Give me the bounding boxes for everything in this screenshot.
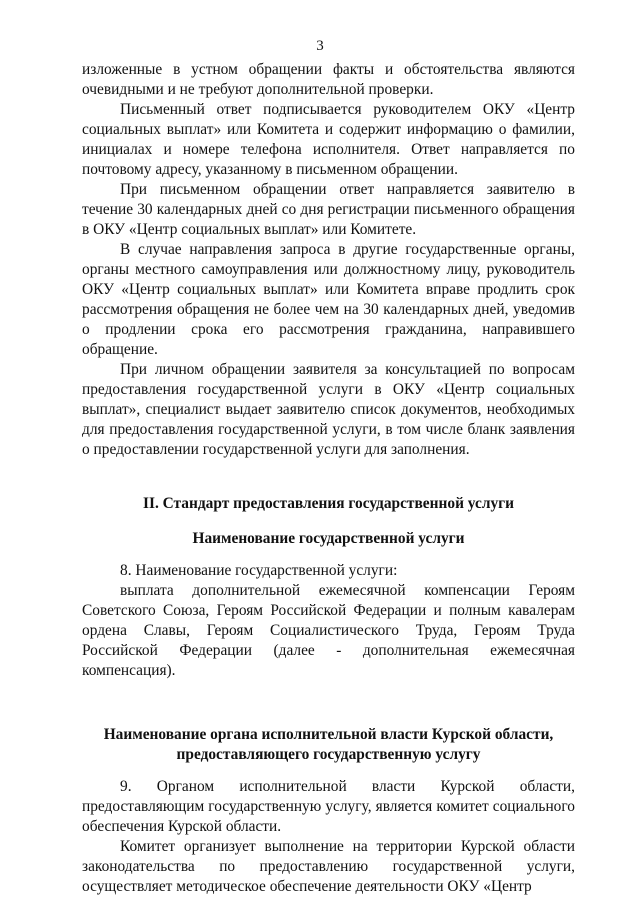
paragraph-request-extension: В случае направления запроса в другие государственные органы, органы местного самоуправления или должностному лицу, руководитель ОКУ «Центр социальных выплат» или Комитета вправе продлить срок рассмотрения обращения не более чем на 30 календарных дней, уведомив о продлении срока его рассмотрения гражданина, направившего обращение.	[82, 241, 575, 358]
section-title: II. Стандарт предоставления государственной услуги	[142, 495, 515, 512]
item-8-label: 8. Наименование государственной услуги:	[120, 562, 398, 579]
paragraph-written-reply: Письменный ответ подписывается руководителем ОКУ «Центр социальных выплат» или Комитета и содержит информацию о фамилии, инициалах и номере телефона исполнителя. Ответ направляется по почтовому адресу, указанному в письменном обращении.	[82, 101, 575, 178]
item-9-text: 9. Органом исполнительной власти Курской области, предоставляющим государственную услугу, является комитет социального обеспечения Курской области.	[82, 778, 575, 835]
subheading-service-name: Наименование государственной услуги	[192, 530, 465, 547]
page-number: 3	[316, 38, 324, 54]
subheading-executive-body-line2: предоставляющего государственную услугу	[176, 746, 481, 763]
paragraph-personal-consultation: При личном обращении заявителя за консультацией по вопросам предоставления государственной услуги в ОКУ «Центр социальных выплат», специалист выдает заявителю список документов, необходимых для предоставления государственной услуги, в том числе бланк заявления о предоставлении государственной услуги для заполнения.	[82, 361, 575, 458]
item-9-continued: Комитет организует выполнение на территории Курской области законодательства по предоставлению государственной услуги, осуществляет методическое обеспечение деятельности ОКУ «Центр	[82, 838, 575, 895]
item-8-text: выплата дополнительной ежемесячной компенсации Героям Советского Союза, Героям Российской Федерации и полным кавалерам ордена Славы, Героям Социалистического Труда, Героям Труда Российской Федерации (далее - дополнительная ежемесячная компенсация).	[82, 582, 575, 679]
subheading-executive-body-line1: Наименование органа исполнительной власти Курской области,	[103, 726, 554, 743]
paragraph-reply-deadline: При письменном обращении ответ направляется заявителю в течение 30 календарных дней со дня регистрации письменного обращения в ОКУ «Центр социальных выплат» или Комитете.	[82, 181, 575, 238]
document-body	[82, 60, 575, 897]
paragraph-continuation: изложенные в устном обращении факты и обстоятельства являются очевидными и не требуют дополнительной проверки.	[82, 61, 575, 98]
subheading-executive-body	[82, 725, 575, 765]
